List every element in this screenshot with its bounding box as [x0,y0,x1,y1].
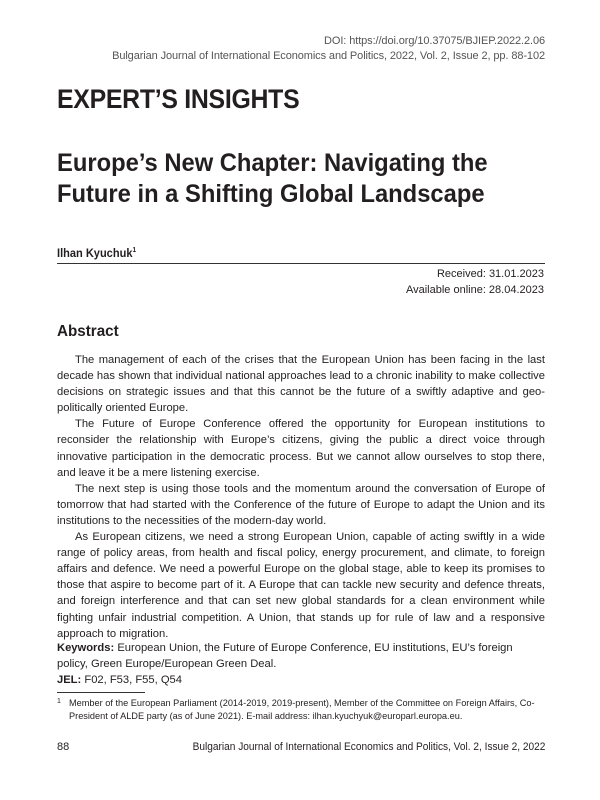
footnote-text: Member of the European Parliament (2014-2019, 2019-present), Member of the Committee on Foreign Affairs, Co-President of ALDE party (as of June 2021). E-mail address: ilhan.kyuchyuk@europarl.europa.eu. [69,698,535,721]
jel-label: JEL: [57,674,82,687]
abstract-paragraph-1: The management of each of the crises that the European Union has been facing in the last decade has shown that individual national approaches lead to a chronic inability to make collective decisions on strategic issues and that this cannot be the future of a swiftly adaptive and geo-politically oriented Europe. [57,354,545,415]
title-line-1: Europe’s New Chapter: Navigating the [57,149,488,177]
title-line-2: Future in a Shifting Global Landscape [57,180,485,208]
footnote-divider [57,692,145,693]
author [57,246,136,260]
keywords [57,640,545,672]
footnote-mark: 1 [57,698,61,705]
author-name: Ilhan Kyuchuk [57,246,133,260]
abstract-paragraph-3: The next step is using those tools and the momentum around the conversation of Europe of tomorrow that had started with the Conference of the future of Europe to adapt the Union and its institutions to the necessities of the modern-day world. [57,482,545,527]
abstract-heading: Abstract [57,323,119,340]
doi-header [112,34,545,64]
abstract-paragraph-2: The Future of Europe Conference offered the opportunity for European institutions to reconsider the relationship with Europe’s citizens, giving the public a direct voice through innovative participation in the democratic process. But we cannot allow ourselves to stop there, and leave it be a mere listening exercise. [57,418,545,479]
citation-line: Bulgarian Journal of International Economics and Politics, 2022, Vol. 2, Issue 2, pp. 88-102 [112,50,545,62]
doi-line: DOI: https://doi.org/10.37075/BJIEP.2022.2.06 [324,35,545,47]
section-label: EXPERT’S INSIGHTS [57,84,300,114]
page-number: 88 [57,741,70,753]
jel-text: F02, F53, F55, Q54 [84,674,182,687]
received-date: Received: 31.01.2023 [436,268,544,280]
keywords-text: European Union, the Future of Europe Conference, EU institutions, EU’s foreign policy, Green Europe/European Green Deal. [57,642,513,671]
article-dates [406,266,544,298]
article-title [57,148,551,210]
running-footer: Bulgarian Journal of International Economics and Politics, Vol. 2, Issue 2, 2022 [192,741,545,753]
abstract-paragraph-4: As European citizens, we need a strong European Union, capable of acting swiftly in a wide range of policy areas, from health and fiscal policy, energy procurement, and climate, to foreign affairs and defence. We need a powerful Europe on the global stage, able to keep its promises to those that aspire to become part of it. A Europe that can tackle new security and defence threats, and foreign interference and that can set new global standards for a clean environment while fighting unfair industrial competition. A Union, that stands up for rule of law and a responsive approach to migration. [57,531,545,640]
author-divider [57,263,545,264]
available-date: Available online: 28.04.2023 [405,284,544,296]
author-footnote-mark: 1 [132,247,137,254]
keywords-label: Keywords: [57,642,115,654]
abstract-body [57,352,545,642]
footnote [57,697,547,723]
keywords-block [57,640,545,688]
jel-codes [57,672,545,688]
